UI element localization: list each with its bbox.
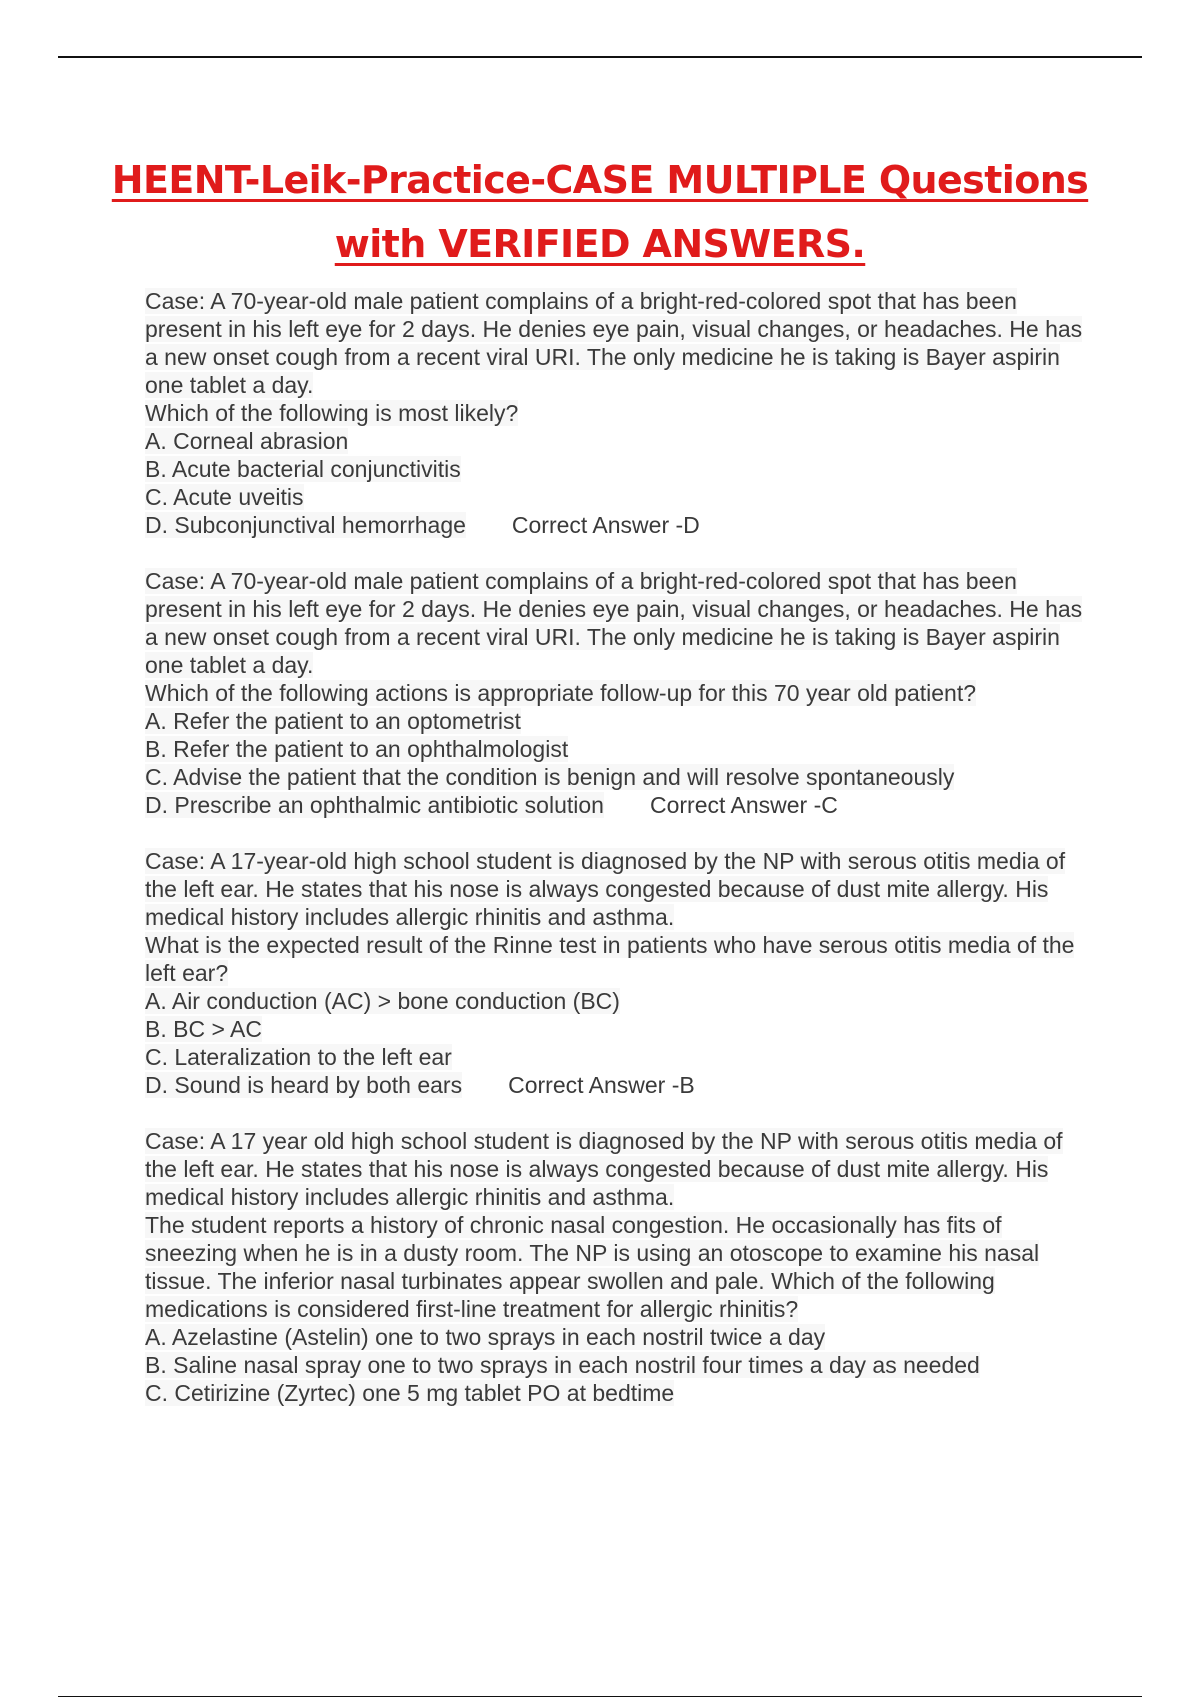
- title-line-2: with VERIFIED ANSWERS.: [334, 222, 866, 266]
- correct-answer: Correct Answer -D: [511, 512, 700, 538]
- answer-option-last: D. Sound is heard by both ears Correct Answer -B: [145, 1072, 695, 1098]
- answer-option: B. Saline nasal spray one to two sprays in each nostril four times a day as needed: [145, 1352, 980, 1378]
- case-item: [145, 1127, 1095, 1407]
- case-stem: Case: A 17-year-old high school student is diagnosed by the NP with serous otitis media of the left ear. He states that his nose is always congested because of dust mite allergy. His medical history includes allergic rhinitis and asthma.: [145, 848, 1066, 930]
- answer-option: A. Azelastine (Astelin) one to two sprays in each nostril twice a day: [145, 1324, 826, 1350]
- footer-rule: [58, 1696, 1142, 1697]
- case-list: [145, 287, 1095, 1435]
- answer-option: C. Lateralization to the left ear: [145, 1044, 452, 1070]
- case-item: [145, 847, 1095, 1099]
- case-item: [145, 287, 1095, 539]
- case-item: [145, 567, 1095, 819]
- answer-option: B. BC > AC: [145, 1016, 262, 1042]
- answer-option: A. Corneal abrasion: [145, 428, 349, 454]
- answer-option: A. Refer the patient to an optometrist: [145, 708, 521, 734]
- correct-answer: Correct Answer -C: [649, 792, 838, 818]
- case-stem: Case: A 17 year old high school student is diagnosed by the NP with serous otitis media of the left ear. He states that his nose is always congested because of dust mite allergy. His medical history includes allergic rhinitis and asthma.: [145, 1128, 1063, 1210]
- correct-answer: Correct Answer -B: [508, 1072, 695, 1098]
- case-stem: Case: A 70-year-old male patient complains of a bright-red-colored spot that has been present in his left eye for 2 days. He denies eye pain, visual changes, or headaches. He has a new onset cough from a recent viral URI. The only medicine he is taking is Bayer aspirin one tablet a day.: [145, 568, 1083, 678]
- answer-option: C. Acute uveitis: [145, 484, 304, 510]
- answer-option: C. Advise the patient that the condition is benign and will resolve spontaneously: [145, 764, 955, 790]
- case-question: Which of the following actions is appropriate follow-up for this 70 year old patient?: [145, 680, 977, 706]
- answer-option: A. Air conduction (AC) > bone conduction (BC): [145, 988, 620, 1014]
- case-question: The student reports a history of chronic nasal congestion. He occasionally has fits of sneezing when he is in a dusty room. The NP is using an otoscope to examine his nasal tissue. The inferior nasal turbinates appear swollen and pale. Which of the following medications is considered first-line treatment for allergic rhinitis?: [145, 1212, 1040, 1322]
- answer-option-last: D. Subconjunctival hemorrhage Correct Answer -D: [145, 512, 700, 538]
- answer-option: B. Refer the patient to an ophthalmologist: [145, 736, 569, 762]
- answer-option: B. Acute bacterial conjunctivitis: [145, 456, 461, 482]
- document-title: [110, 148, 1090, 276]
- header-rule: [58, 56, 1142, 58]
- case-stem: Case: A 70-year-old male patient complains of a bright-red-colored spot that has been present in his left eye for 2 days. He denies eye pain, visual changes, or headaches. He has a new onset cough from a recent viral URI. The only medicine he is taking is Bayer aspirin one tablet a day.: [145, 288, 1083, 398]
- case-question: What is the expected result of the Rinne test in patients who have serous otitis media of the left ear?: [145, 932, 1075, 986]
- title-line-1: HEENT-Leik-Practice-CASE MULTIPLE Questions: [111, 158, 1089, 202]
- answer-option-last: D. Prescribe an ophthalmic antibiotic solution Correct Answer -C: [145, 792, 838, 818]
- case-question: Which of the following is most likely?: [145, 400, 519, 426]
- answer-option: C. Cetirizine (Zyrtec) one 5 mg tablet PO at bedtime: [145, 1380, 675, 1406]
